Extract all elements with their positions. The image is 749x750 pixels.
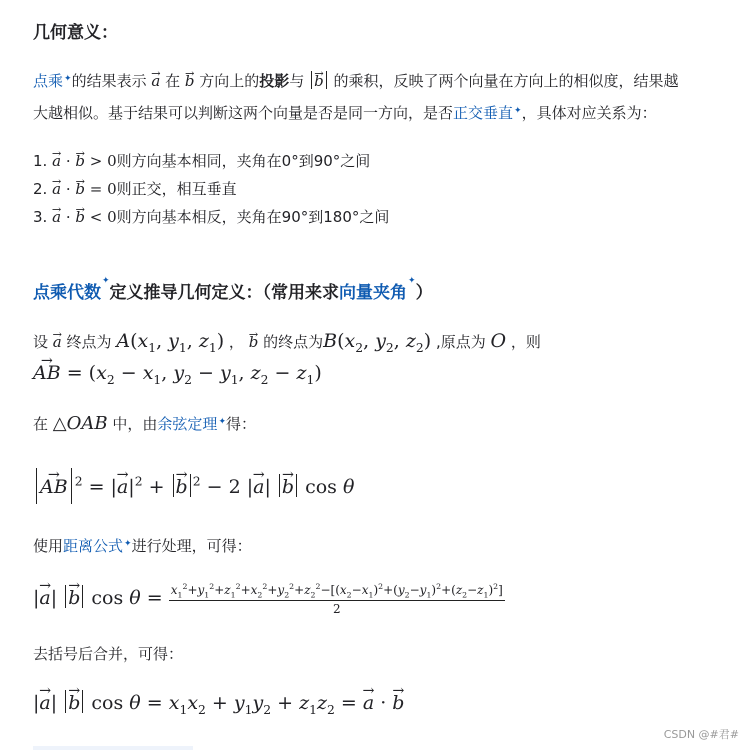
point-a-formula: $A(x_1$, $y_1$, $z_1$): [116, 330, 225, 355]
paragraph-line: [33, 102, 657, 124]
text: 在: [165, 72, 181, 90]
list-text: 则方向基本相同，夹角在0°到90°之间: [116, 152, 371, 170]
list-number: 3.: [33, 208, 48, 226]
text: 使用: [33, 537, 64, 555]
text: 的结果表示: [71, 72, 147, 90]
vector-ab-formula: AB → = ($x_2 - x_1$, $y_2 - y_1$, $z_2 - z_1$): [33, 362, 322, 387]
triangle-line: [33, 413, 256, 435]
vector-b: b →: [185, 70, 195, 92]
text: 进行处理，可得：: [131, 537, 252, 555]
point-b-formula: $B(x_2$, $y_2$, $z_2$): [323, 330, 432, 355]
vector-b: b →: [75, 150, 85, 172]
operator: < 0: [89, 208, 117, 226]
text: 在: [33, 415, 49, 433]
abs-bar: [311, 71, 312, 89]
text: 方向上的: [199, 72, 260, 90]
vector-a: a →: [52, 150, 61, 172]
text: ，具体对应关系为：: [521, 104, 657, 122]
text: 的终点为: [263, 333, 324, 351]
text: ，: [228, 333, 244, 351]
text: 的乘积，反映了两个向量在方向上的相似度，结果越: [333, 72, 679, 90]
vector-b: b →: [249, 331, 259, 353]
star-icon: ✦: [218, 417, 226, 427]
fraction: $\frac{x_1^2+y_1^2+z_1^2+x_2^2+y_2^2+z_2^2-[(x_2-x_1)^2+(y_2-y_1)^2+(z_2-z_1)^2]}{2}$: [170, 582, 503, 617]
link-vector-angle[interactable]: 向量夹角: [339, 283, 408, 303]
list-number: 1.: [33, 152, 48, 170]
text: 设: [33, 333, 49, 351]
text: ,原点为: [435, 333, 486, 351]
paragraph-line: [33, 70, 679, 92]
merge-line: 去括号后合并，可得：: [33, 645, 184, 663]
distance-line: [33, 535, 252, 557]
star-icon: ✦: [64, 74, 72, 84]
text: 与: [289, 72, 305, 90]
vector-a: a →: [52, 206, 61, 228]
link-cosine-law[interactable]: 余弦定理: [157, 415, 218, 433]
heading-text: 定义推导几何定义：（常用来求: [109, 283, 340, 303]
star-icon: ✦: [102, 276, 110, 286]
list-item: 2. a → · b → = 0则正交，相互垂直: [33, 178, 237, 200]
bottom-fade: [33, 746, 193, 750]
link-dot-product-algebra[interactable]: 点乘代数: [33, 283, 101, 303]
list-text: 则正交，相互垂直: [116, 180, 237, 198]
star-icon: ✦: [514, 106, 522, 116]
vector-b: b →: [75, 178, 85, 200]
operator: > 0: [89, 152, 117, 170]
heading-text: ）: [415, 283, 433, 303]
vector-a: a →: [151, 70, 160, 92]
text: 终点为: [66, 333, 112, 351]
vector-b: b →: [75, 206, 85, 228]
cosine-law-formula: AB → $^2 = |a \to|^2 + b \to ^2 - 2$ |a →| b → cos θ: [33, 468, 354, 504]
watermark: CSDN @#君#: [663, 728, 739, 741]
setup-line: [33, 330, 541, 359]
text: 得：: [225, 415, 256, 433]
section-heading: [33, 278, 433, 303]
bold-projection: 投影: [259, 72, 290, 90]
list-item: 3. a → · b → < 0则方向基本相反，夹角在90°到180°之间: [33, 206, 389, 228]
vector-a: a →: [52, 178, 61, 200]
star-icon: ✦: [124, 539, 132, 549]
link-orthogonal[interactable]: 正交垂直: [453, 104, 514, 122]
abs-bar: [326, 71, 327, 89]
star-icon: ✦: [408, 276, 416, 286]
text: 中，由: [112, 415, 158, 433]
list-number: 2.: [33, 180, 48, 198]
vector-a: a →: [53, 331, 62, 353]
final-formula: |a →| $b \to \cos \theta = x_1x_2 + y_1y_2 + z_1z_2 = a$ → · b →: [33, 690, 404, 717]
operator: = 0: [89, 180, 117, 198]
origin-symbol: O: [490, 330, 507, 352]
vector-b: b →: [314, 70, 324, 92]
list-text: 则方向基本相反，夹角在90°到180°之间: [116, 208, 390, 226]
link-dot-product[interactable]: 点乘: [33, 72, 64, 90]
link-distance-formula[interactable]: 距离公式: [63, 537, 124, 555]
distance-formula: |a →| b → cos θ = $\frac{x_1^2+y_1^2+z_1^2+x_2^2+y_2^2+z_2^2-[(x_2-x_1)^2+(y_2-y_1)^2+(z_2-z_1)^2]}{2}$: [33, 582, 505, 616]
list-item: 1. a → · b → > 0则方向基本相同，夹角在0°到90°之间: [33, 150, 370, 172]
triangle-symbol: △OAB: [52, 413, 108, 434]
section-title: 几何意义：: [33, 23, 118, 43]
text: 大越相似。基于结果可以判断这两个向量是否是同一方向，是否: [33, 104, 454, 122]
text: ，则: [510, 333, 541, 351]
